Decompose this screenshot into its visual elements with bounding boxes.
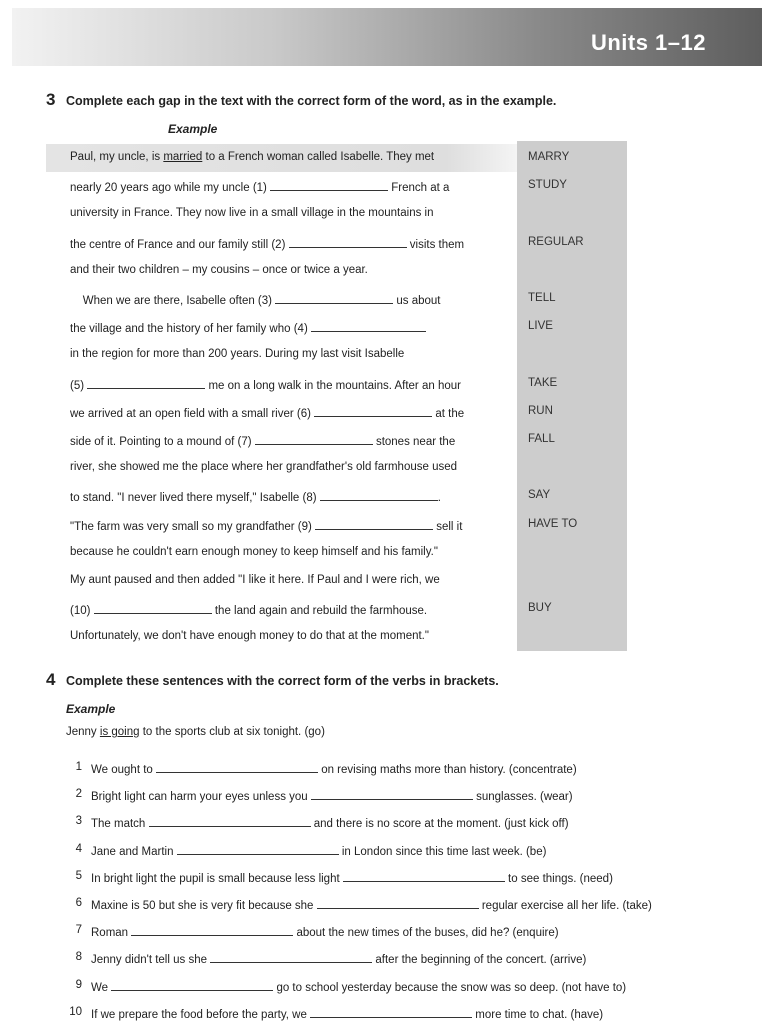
word-prompt: TAKE [528, 376, 558, 389]
answer-gap[interactable] [289, 236, 407, 248]
answer-gap[interactable] [275, 292, 393, 304]
sentence-item [91, 815, 569, 830]
passage-line [70, 546, 438, 558]
answer-gap[interactable] [156, 761, 318, 773]
example-text-start: Jenny [66, 726, 100, 738]
passage-text-segment: French at a [388, 182, 450, 195]
passage-line [70, 433, 455, 448]
passage-text-segment: nearly 20 years ago while my uncle (1) [70, 182, 271, 195]
section-3-example-label: Example [168, 122, 218, 136]
item-number: 6 [75, 897, 82, 909]
passage-line [70, 377, 461, 392]
answer-gap[interactable] [94, 602, 212, 614]
answer-gap[interactable] [255, 433, 373, 445]
passage-text-segment: . [437, 492, 441, 505]
sentence-text-start: Roman [91, 927, 132, 940]
passage-line [70, 236, 464, 251]
passage-line [70, 292, 441, 307]
passage-text-segment: we arrived at an open field with a small river (6) [70, 407, 315, 420]
answer-gap[interactable] [310, 1006, 472, 1018]
passage-text-segment: to stand. "I never lived there myself," Isabelle (8) [70, 492, 320, 505]
passage-text-segment: Unfortunately, we don't have enough money to do that at the moment." [70, 630, 429, 643]
answer-gap[interactable] [343, 870, 505, 882]
page-title: Units 1–12 [590, 30, 706, 55]
word-column [517, 141, 627, 651]
sentence-text-start: The match [91, 818, 149, 831]
passage-text-segment: stones near the [372, 436, 456, 448]
section-4-example [66, 726, 325, 738]
sentence-text-end: in London since this time last week. (be) [338, 845, 547, 858]
sentence-text-start: We ought to [91, 764, 156, 776]
sentence-text-end: after the beginning of the concert. (arrive) [372, 954, 587, 967]
sentence-text-start: Jane and Martin [91, 845, 177, 858]
passage-text-segment: the land again and rebuild the farmhouse. [211, 605, 428, 618]
sentence-text-start: In bright light the pupil is small because less light [91, 872, 343, 885]
passage-line [70, 348, 404, 360]
sentence-item [91, 951, 586, 966]
answer-gap[interactable] [149, 815, 311, 827]
passage-line [70, 320, 426, 335]
item-number: 4 [75, 842, 82, 855]
passage-text-segment: (10) [70, 605, 94, 618]
sentence-text-start: Jenny didn't tell us she [91, 954, 211, 967]
passage-text-segment: me on a long walk in the mountains. After an hour [205, 379, 461, 392]
word-prompt: HAVE TO [528, 517, 578, 530]
word-prompt: BUY [528, 602, 552, 615]
answer-gap[interactable] [177, 843, 339, 855]
example-text-end: to the sports club at six tonight. (go) [139, 726, 325, 738]
sentence-text-end: go to school yesterday because the snow was so deep. (not have to) [273, 981, 627, 994]
passage-text-segment: When we are there, Isabelle often (3) [70, 295, 276, 307]
item-number: 1 [75, 761, 82, 773]
answer-gap[interactable] [210, 951, 372, 963]
sentence-item [91, 924, 559, 939]
answer-gap[interactable] [131, 924, 293, 936]
passage-text-segment: (5) [70, 379, 88, 392]
passage-text-segment: river, she showed me the place where her grandfather's old farmhouse used [70, 461, 458, 474]
passage-text-segment: us about [393, 295, 441, 307]
sentence-item [91, 1006, 603, 1021]
passage-line [70, 461, 457, 473]
passage-text-segment: visits them [406, 238, 465, 251]
passage-text-segment: in the region for more than 200 years. During my last visit Isabelle [70, 348, 405, 361]
word-prompt: SAY [528, 489, 551, 502]
example-answer: is going [99, 726, 140, 738]
word-prompt: TELL [528, 292, 556, 304]
answer-gap[interactable] [311, 788, 473, 800]
section-4-example-label: Example [66, 702, 116, 716]
item-number: 5 [75, 869, 82, 882]
passage-line [70, 518, 462, 533]
sentence-item [91, 788, 573, 803]
passage-text-segment: university in France. They now live in a small village in the mountains in [70, 207, 434, 220]
answer-gap[interactable] [111, 979, 273, 991]
item-number: 9 [75, 978, 82, 991]
answer-gap[interactable] [270, 179, 388, 191]
sentence-text-end: regular exercise all her life. (take) [478, 900, 652, 912]
answer-gap[interactable] [314, 405, 432, 417]
item-number: 10 [69, 1005, 82, 1018]
passage-text-segment: "The farm was very small so my grandfather (9) [70, 520, 316, 533]
sentence-text-end: sunglasses. (wear) [472, 791, 573, 804]
passage-line [70, 489, 441, 504]
sentence-text-end: to see things. (need) [504, 872, 613, 885]
passage-line [70, 602, 427, 617]
passage-line [70, 405, 464, 420]
answer-gap[interactable] [315, 518, 433, 530]
sentence-text-start: If we prepare the food before the party, we [91, 1008, 311, 1021]
passage-text-segment: the village and the history of her family who (4) [70, 323, 311, 336]
sentence-item [91, 761, 577, 776]
section-3-number: 3 [46, 90, 56, 109]
passage-text-segment: sell it [433, 520, 463, 533]
sentence-text-end: more time to chat. (have) [472, 1008, 604, 1021]
item-number: 2 [75, 788, 82, 801]
answer-gap[interactable] [87, 377, 205, 389]
passage-line [70, 151, 434, 163]
passage-text-segment: because he couldn't earn enough money to keep himself and his family." [70, 545, 438, 558]
word-prompt: FALL [528, 433, 555, 445]
sentence-item [91, 870, 613, 885]
word-prompt: STUDY [528, 179, 567, 192]
passage-line [70, 630, 429, 642]
item-number: 3 [75, 815, 82, 828]
item-number: 7 [75, 924, 82, 937]
answer-gap[interactable] [317, 897, 479, 909]
sentence-item [91, 897, 652, 912]
sentence-item [91, 979, 626, 994]
sentence-text-end: on revising maths more than history. (concentrate) [318, 764, 577, 776]
section-3-instruction: Complete each gap in the text with the correct form of the word, as in the example. [66, 94, 557, 108]
passage-text-segment: at the [432, 407, 465, 420]
passage-text-segment: Paul, my uncle, is [70, 151, 164, 163]
sentence-text-start: Maxine is 50 but she is very fit because she [91, 900, 317, 912]
passage-line [70, 179, 449, 194]
passage-text-segment: and their two children – my cousins – once or twice a year. [70, 263, 368, 276]
passage-text-segment: the centre of France and our family still (2) [70, 238, 289, 251]
answer-gap[interactable] [311, 320, 426, 332]
sentence-text-end: about the new times of the buses, did he? (enquire) [293, 927, 559, 940]
section-4-number: 4 [46, 670, 56, 689]
sentence-text-end: and there is no score at the moment. (just kick off) [310, 818, 569, 831]
passage-text-segment: side of it. Pointing to a mound of (7) [70, 436, 255, 448]
passage-text-segment: to a French woman called Isabelle. They met [202, 151, 435, 163]
sentence-item [91, 843, 546, 858]
word-prompt: MARRY [528, 151, 570, 163]
section-4-instruction: Complete these sentences with the correct form of the verbs in brackets. [66, 674, 499, 688]
sentence-text-start: We [91, 981, 112, 994]
item-number: 8 [75, 951, 82, 964]
sentence-text-start: Bright light can harm your eyes unless you [91, 791, 311, 804]
answer-gap[interactable] [320, 489, 438, 501]
word-prompt: REGULAR [528, 235, 584, 248]
passage-line [70, 207, 434, 219]
passage-line [70, 264, 368, 276]
passage-line [70, 574, 440, 586]
example-answer: married [163, 151, 203, 163]
passage-text-segment: My aunt paused and then added "I like it here. If Paul and I were rich, we [70, 574, 440, 586]
word-prompt: LIVE [528, 320, 553, 333]
word-prompt: RUN [528, 404, 553, 417]
